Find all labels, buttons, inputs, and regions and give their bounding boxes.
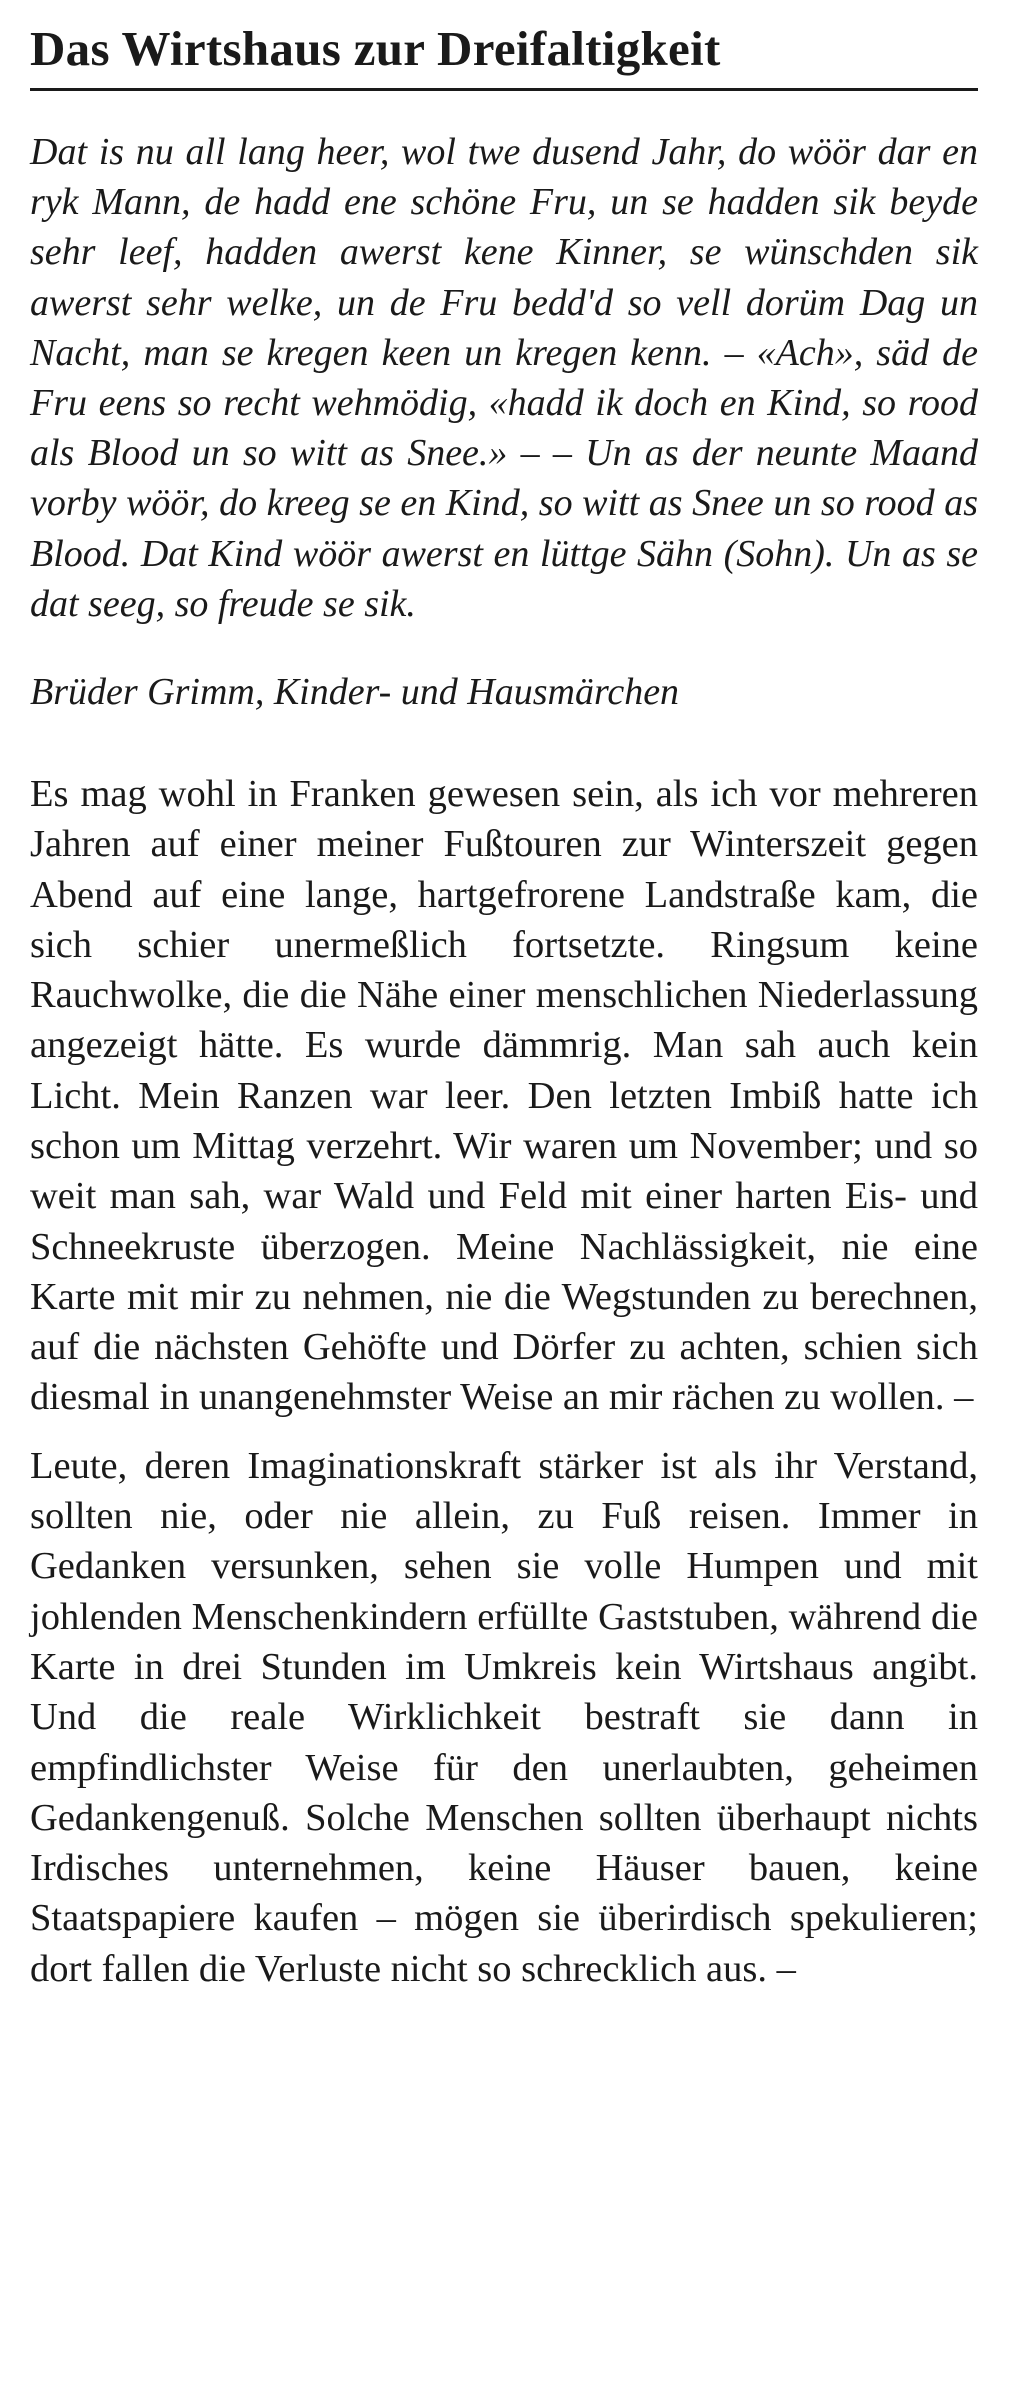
page-title: Das Wirtshaus zur Dreifaltigkeit bbox=[30, 22, 978, 91]
page bbox=[30, 0, 978, 1994]
motto-quote: Dat is nu all lang heer, wol twe dusend Jahr, do wöör dar en ryk Mann, de hadd ene schöne Fru, un se hadden sik beyde sehr leef, hadden awerst kene Kinner, se wünschden sik awerst sehr welke, un de Fru bedd'd so vell dorüm Dag un Nacht, man se kregen keen un kregen kenn. – «Ach», säd de Fru eens so recht wehmödig, «hadd ik doch en Kind, so rood als Blood un so witt as Snee.» – – Un as der neunte Maand vorby wöör, do kreeg se en Kind, so witt as Snee un so rood as Blood. Dat Kind wöör awerst en lüttge Sähn (Sohn). Un as se dat seeg, so freude se sik. bbox=[30, 130, 978, 625]
motto-source: Brüder Grimm, Kinder- und Hausmärchen bbox=[30, 670, 680, 713]
body-paragraph-1: Es mag wohl in Franken gewesen sein, als ich vor mehreren Jahren auf einer meiner Fußtouren zur Winterszeit gegen Abend auf eine lange, hartgefrorene Landstraße kam, die sich schier unermeßlich fortsetzte. Ringsum keine Rauchwolke, die die Nähe einer menschlichen Niederlassung angezeigt hätte. Es wurde dämmrig. Man sah auch kein Licht. Mein Ranzen war leer. Den letzten Imbiß hatte ich schon um Mittag verzehrt. Wir waren um November; und so weit man sah, war Wald und Feld mit einer harten Eis- und Schneekruste überzogen. Meine Nachlässigkeit, nie eine Karte mit mir zu nehmen, nie die Wegstunden zu berechnen, auf die nächsten Gehöfte und Dörfer zu achten, schien sich diesmal in unangenehmster Weise an mir rächen zu wollen. – bbox=[30, 772, 978, 1419]
body-paragraph-2: Leute, deren Imaginationskraft stärker ist als ihr Verstand, sollten nie, oder nie allein, zu Fuß reisen. Immer in Gedanken versunken, sehen sie volle Humpen und mit johlenden Menschenkindern erfüllte Gaststuben, während die Karte in drei Stunden im Umkreis kein Wirtshaus angibt. Und die reale Wirklichkeit bestraft sie dann in empfindlichster Weise für den unerlaubten, geheimen Gedankengenuß. Solche Menschen sollten überhaupt nichts Irdisches unternehmen, keine Häuser bauen, keine Staatspapiere kaufen – mögen sie überirdisch spekulieren; dort fallen die Verluste nicht so schrecklich aus. – bbox=[30, 1444, 978, 1990]
